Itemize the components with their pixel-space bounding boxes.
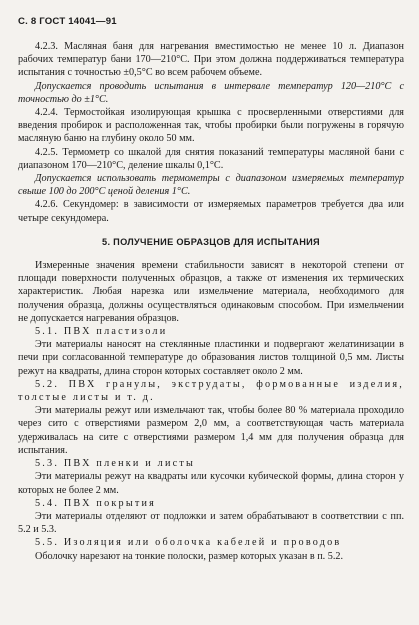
heading-5-2: 5.2. ПВХ гранулы, экструдаты, формованные изделия, толстые листы и т. д. [18, 378, 404, 404]
paragraph-section-5-intro: Измеренные значения времени стабильности зависят в некоторой степени от площади поверхности полученных образцов, а также от изменения их термических характеристик. Любая нарезка или измельчение материала, необходимого для получения образца, должны осуществляться одинаковым способом. При измельчении не допускается нагревания образцов. [18, 260, 404, 324]
paragraph-4-2-5: 4.2.5. Термометр со шкалой для снятия показаний температуры масляной бани с диапазоном 170—210°С, деление шкалы 0,1°С. [18, 146, 404, 171]
heading-5-3: 5.3. ПВХ пленки и листы [35, 458, 196, 470]
document-body [18, 40, 404, 563]
note-4-2-3: Допускается проводить испытания в интервале температур 120—210°С с точностью до ±1°С. [18, 80, 404, 105]
paragraph-5-5: Оболочку нарезают на тонкие полоски, размер которых указан в п. 5.2. [35, 550, 344, 562]
paragraph-4-2-4: 4.2.4. Термостойкая изолирующая крышка с просверленными отверстиями для введения пробирок и расположенная так, чтобы пробирки были погружены в горячую масляную баню на глубину около 50 мм. [18, 107, 404, 145]
note-4-2-5: Допускается использовать термометры с диапазоном измеряемых температур свыше 100 до 200°С ценой деления 1°С. [18, 173, 404, 198]
paragraph-4-2-3: 4.2.3. Масляная баня для нагревания вместимостью не менее 10 л. Диапазон рабочих температур бани 170—210°С. При этом должна поддерживаться температура испытания с точностью ±0,5°С во всем рабочем объеме. [18, 41, 404, 79]
paragraph-5-4: Эти материалы отделяют от подложки и затем обрабатывают в соответствии с пп. 5.2 и 5.3. [18, 510, 404, 536]
section-title: 5. ПОЛУЧЕНИЕ ОБРАЗЦОВ ДЛЯ ИСПЫТАНИЯ [102, 236, 320, 247]
paragraph-5-3: Эти материалы режут на квадраты или кусочки кубической формы, длина сторон у которых не более 2 мм. [18, 471, 404, 496]
heading-5-4: 5.4. ПВХ покрытия [35, 497, 157, 509]
heading-5-1: 5.1. ПВХ пластизоли [35, 326, 168, 338]
paragraph-5-2: Эти материалы режут или измельчают так, чтобы более 80 % материала проходило через сито с отверстиями размером 2,0 мм, а соответствующая часть материала удерживалась на сите с отверстиями размером 1,4 мм для получения образца для испытания. [18, 405, 404, 456]
heading-5-5: 5.5. Изоляция или оболочка кабелей и проводов [35, 537, 342, 549]
page-header: С. 8 ГОСТ 14041—91 [18, 16, 117, 27]
paragraph-4-2-6: 4.2.6. Секундомер: в зависимости от измеряемых параметров требуется два или четыре секундомера. [18, 199, 404, 224]
paragraph-5-1: Эти материалы наносят на стеклянные пластинки и подвергают желатинизации в печи при согласованной температуре до образования листов толщиной 0,5 мм. Листы режут на квадраты, длина сторон которых составляет около 2 мм. [18, 339, 404, 377]
